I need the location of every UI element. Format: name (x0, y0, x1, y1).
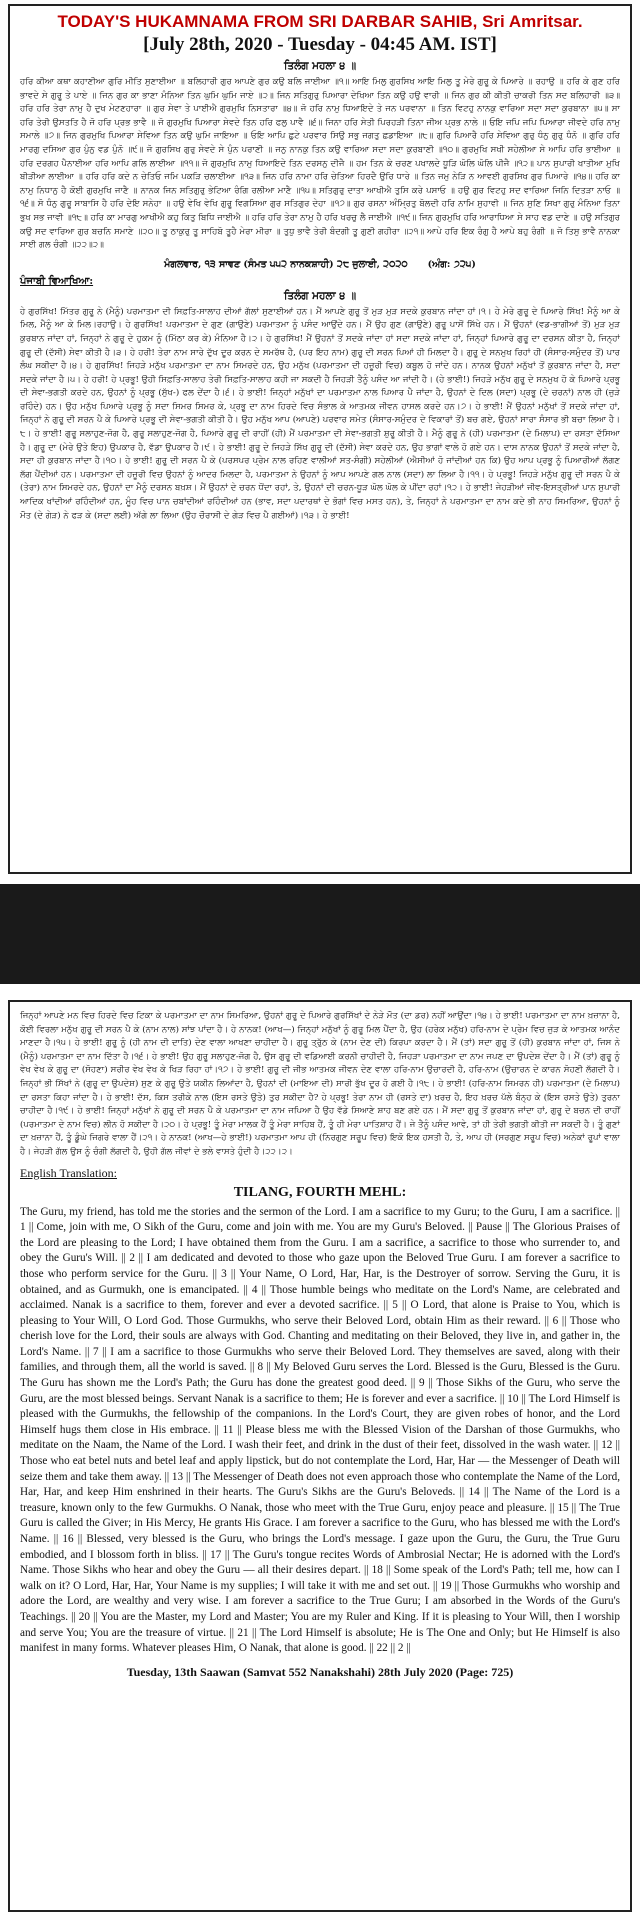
english-text: The Guru, my friend, has told me the stories and the sermon of the Lord. I am a sacrifice to my Guru; to the Guru, I am a sacrifice. || 1 || Come, join with me, O Sikh of the Guru, come and join with me. You are my Guru's Beloved. || Pause || The Glorious Praises of the Lord are pleasing to the Lord; I have obtained them from the Guru. I am a sacrifice, a sacrifice to those who surrender to, and obey the Guru's Will. || 2 || I am dedicated and devoted to those who gaze upon the Beloved True Guru. I am forever a sacrifice to those who perform service for the Guru. || 3 || Your Name, O Lord, Har, Har, is the Destroyer of sorrow. Serving the Guru, it is obtained, and as Gurmukh, one is emancipated. || 4 || Those humble beings who meditate on the Lord's Name, are celebrated and acclaimed. Nanak is a sacrifice to them, forever and ever a devoted sacrifice. || 5 || O Lord, that alone is Praise to You, which is pleasing to Your Will, O Lord God. Those Gurmukhs, who serve their Beloved Lord, obtain Him as their reward. || 6 || Those who cherish love for the Lord, their souls are always with God. Chanting and meditating on their Beloved, they live in, and gather in, the Lord's Name. || 7 || I am a sacrifice to those Gurmukhs who serve their Beloved Lord. They themselves are saved, along with their families, and through them, all the world is saved. || 8 || My Beloved Guru serves the Lord. Blessed is the Guru, Blessed is the Guru. The Guru has shown me the Lord's Path; the Guru has done the greatest good deed. || 9 || Those Sikhs of the Guru, who serve the Guru, are the most blessed beings. Servant Nanak is a sacrifice to them; He is forever and ever a sacrifice. || 10 || The Lord Himself is pleased with the Gurmukhs, the fellowship of the companions. In the Lord's Court, they are given robes of honor, and the Lord Himself hugs them close in His embrace. || 11 || Please bless me with the Blessed Vision of the Darshan of those Gurmukhs, who meditate on the Naam, the Name of the Lord. I wash their feet, and drink in the dust of their feet, dissolved in the wash water. || 12 || Those who eat betel nuts and betel leaf and apply lipstick, but do not contemplate the Lord, Har, Har — the Messenger of Death will seize them and take them away. || 13 || The Messenger of Death does not even approach those who contemplate the Name of the Lord, Har, Har, and keep Him enshrined in their hearts. The Guru's Sikhs are the Guru's Beloveds. || 14 || The Name of the Lord is a treasure, known only to the few Gurmukhs. O Nanak, those who meet with the True Guru, enjoy peace and pleasure. || 15 || The True Guru is called the Giver; in His Mercy, He grants His Grace. I am forever a sacrifice to the Guru, who has blessed me with the Lord's Name. || 16 || Blessed, very blessed is the Guru, who brings the Lord's message. I gaze upon the Guru, the Guru, the True Guru embodied, and I blossom forth in bliss. || 17 || The Guru's tongue recites Words of Ambrosial Nectar; He is adorned with the Lord's Name. Those Sikhs who hear and obey the Guru — all their desires depart. || 18 || Some speak of the Lord's Path; tell me, how can I walk on it? O Lord, Har, Har, Your Name is my supplies; I will take it with me and set out. || 19 || Those Gurmukhs who worship and adore the Lord, are wealthy and very wise. I am forever a sacrifice to the True Guru; I am absorbed in the Words of the Guru's Teachings. || 20 || You are the Master, my Lord and Master; You are my Ruler and King. If it is pleasing to Your Will, then I worship and serve You; You are the treasure of virtue. || 21 || The Lord Himself is absolute; He is The One and Only; but He Himself is also manifest in many forms. Whatever pleases Him, O Nanak, that alone is good. || 22 || 2 || (20, 1205, 620, 1655)
page-subtitle: [July 28th, 2020 - Tuesday - 04:45 AM. IST] (143, 34, 497, 55)
translation-card (8, 1000, 632, 1912)
gurbani-text: ਹਰਿ ਕੀਆ ਕਥਾ ਕਹਾਣੀਆ ਗੁਰਿ ਮੀਤਿ ਸੁਣਾਈਆ ॥ ਬਲਿਹਾਰੀ ਗੁਰ ਆਪਣੇ ਗੁਰ ਕਉ ਬਲਿ ਜਾਈਆ ॥੧॥ ਆਇ ਮਿਲੁ ਗੁਰਸਿਖ ਆਇ ਮਿਲੁ ਤੂ ਮੇਰੇ ਗੁਰੂ ਕੇ ਪਿਆਰੇ ॥ ਰਹਾਉ ॥ ਹਰਿ ਕੇ ਗੁਣ ਹਰਿ ਭਾਵਦੇ ਸੇ ਗੁਰੂ ਤੇ ਪਾਏ ॥ ਜਿਨ ਗੁਰ ਕਾ ਭਾਣਾ ਮੰਨਿਆ ਤਿਨ ਘੁਮਿ ਘੁਮਿ ਜਾਏ ॥੨॥ ਜਿਨ ਸਤਿਗੁਰੁ ਪਿਆਰਾ ਦੇਖਿਆ ਤਿਨ ਕਉ ਹਉ ਵਾਰੀ ॥ ਜਿਨ ਗੁਰ ਕੀ ਕੀਤੀ ਚਾਕਰੀ ਤਿਨ ਸਦ ਬਲਿਹਾਰੀ ॥੩॥ ਹਰਿ ਹਰਿ ਤੇਰਾ ਨਾਮੁ ਹੈ ਦੁਖ ਮੇਟਣਹਾਰਾ ॥ ਗੁਰ ਸੇਵਾ ਤੇ ਪਾਈਐ ਗੁਰਮੁਖਿ ਨਿਸਤਾਰਾ ॥੪॥ ਜੋ ਹਰਿ ਨਾਮੁ ਧਿਆਇਦੇ ਤੇ ਜਨ ਪਰਵਾਨਾ ॥ ਤਿਨ ਵਿਟਹੁ ਨਾਨਕੁ ਵਾਰਿਆ ਸਦਾ ਸਦਾ ਕੁਰਬਾਨਾ ॥੫॥ ਸਾ ਹਰਿ ਤੇਰੀ ਉਸਤਤਿ ਹੈ ਜੋ ਹਰਿ ਪ੍ਰਭ ਭਾਵੈ ॥ ਜੋ ਗੁਰਮੁਖਿ ਪਿਆਰਾ ਸੇਵਦੇ ਤਿਨ ਹਰਿ ਫਲੁ ਪਾਵੈ ॥੬॥ ਜਿਨਾ ਹਰਿ ਸੇਤੀ ਪਿਰਹੜੀ ਤਿਨਾ ਜੀਅ ਪ੍ਰਭ ਨਾਲੇ ॥ ਓਇ ਜਪਿ ਜਪਿ ਪਿਆਰਾ ਜੀਵਦੇ ਹਰਿ ਨਾਮੁ ਸਮਾਲੇ ॥੭॥ ਜਿਨ ਗੁਰਮੁਖਿ ਪਿਆਰਾ ਸੇਵਿਆ ਤਿਨ ਕਉ ਘੁਮਿ ਜਾਇਆ ॥ ਓਇ ਆਪਿ ਛੁਟੇ ਪਰਵਾਰ ਸਿਉ ਸਭੁ ਜਗਤੁ ਛਡਾਇਆ ॥੮॥ ਗੁਰਿ ਪਿਆਰੈ ਹਰਿ ਸੇਵਿਆ ਗੁਰੁ ਧੰਨੁ ਗੁਰੁ ਧੰਨੋ ॥ ਗੁਰਿ ਹਰਿ ਮਾਰਗੁ ਦਸਿਆ ਗੁਰ ਪੁੰਨੁ ਵਡ ਪੁੰਨੋ ॥੯॥ ਜੋ ਗੁਰਸਿਖ ਗੁਰੁ ਸੇਵਦੇ ਸੇ ਪੁੰਨ ਪਰਾਣੀ ॥ ਜਨੁ ਨਾਨਕੁ ਤਿਨ ਕਉ ਵਾਰਿਆ ਸਦਾ ਸਦਾ ਕੁਰਬਾਣੀ ॥੧੦॥ ਗੁਰਮੁਖਿ ਸਖੀ ਸਹੇਲੀਆ ਸੇ ਆਪਿ ਹਰਿ ਭਾਈਆ ॥ ਹਰਿ ਦਰਗਹ ਪੈਨਾਈਆ ਹਰਿ ਆਪਿ ਗਲਿ ਲਾਈਆ ॥੧੧॥ ਜੋ ਗੁਰਮੁਖਿ ਨਾਮੁ ਧਿਆਇਦੇ ਤਿਨ ਦਰਸਨੁ ਦੀਜੈ ॥ ਹਮ ਤਿਨ ਕੇ ਚਰਣ ਪਖਾਲਦੇ ਧੂੜਿ ਘੋਲਿ ਘੋਲਿ ਪੀਜੈ ॥੧੨॥ ਪਾਨ ਸੁਪਾਰੀ ਖਾਤੀਆ ਮੁਖਿ ਬੀੜੀਆ ਲਾਈਆ ॥ ਹਰਿ ਹਰਿ ਕਦੇ ਨ ਚੇਤਿਓ ਜਮਿ ਪਕੜਿ ਚਲਾਈਆ ॥੧੩॥ ਜਿਨ ਹਰਿ ਨਾਮਾ ਹਰਿ ਚੇਤਿਆ ਹਿਰਦੈ ਉਰਿ ਧਾਰੇ ॥ ਤਿਨ ਜਮੁ ਨੇੜਿ ਨ ਆਵਈ ਗੁਰਸਿਖ ਗੁਰ ਪਿਆਰੇ ॥੧੪॥ ਹਰਿ ਕਾ ਨਾਮੁ ਨਿਧਾਨੁ ਹੈ ਕੋਈ ਗੁਰਮੁਖਿ ਜਾਣੈ ॥ ਨਾਨਕ ਜਿਨ ਸਤਿਗੁਰੁ ਭੇਟਿਆ ਰੰਗਿ ਰਲੀਆ ਮਾਣੈ ॥੧੫॥ ਸਤਿਗੁਰੁ ਦਾਤਾ ਆਖੀਐ ਤੁਸਿ ਕਰੇ ਪਸਾਓ ॥ ਹਉ ਗੁਰ ਵਿਟਹੁ ਸਦ ਵਾਰਿਆ ਜਿਨਿ ਦਿਤੜਾ ਨਾਓ ॥੧੬॥ ਸੋ ਧੰਨੁ ਗੁਰੂ ਸਾਬਾਸਿ ਹੈ ਹਰਿ ਦੇਇ ਸਨੇਹਾ ॥ ਹਉ ਵੇਖਿ ਵੇਖਿ ਗੁਰੂ ਵਿਗਸਿਆ ਗੁਰ ਸਤਿਗੁਰ ਦੇਹਾ ॥੧੭॥ ਗੁਰ ਰਸਨਾ ਅੰਮ੍ਰਿਤੁ ਬੋਲਦੀ ਹਰਿ ਨਾਮਿ ਸੁਹਾਵੀ ॥ ਜਿਨ ਸੁਣਿ ਸਿਖਾ ਗੁਰੁ ਮੰਨਿਆ ਤਿਨਾ ਭੁਖ ਸਭ ਜਾਵੀ ॥੧੮॥ ਹਰਿ ਕਾ ਮਾਰਗੁ ਆਖੀਐ ਕਹੁ ਕਿਤੁ ਬਿਧਿ ਜਾਈਐ ॥ ਹਰਿ ਹਰਿ ਤੇਰਾ ਨਾਮੁ ਹੈ ਹਰਿ ਖਰਚੁ ਲੈ ਜਾਈਐ ॥੧੯॥ ਜਿਨ ਗੁਰਮੁਖਿ ਹਰਿ ਆਰਾਧਿਆ ਸੇ ਸਾਹ ਵਡ ਦਾਣੇ ॥ ਹਉ ਸਤਿਗੁਰ ਕਉ ਸਦ ਵਾਰਿਆ ਗੁਰ ਬਚਨਿ ਸਮਾਣੇ ॥੨੦॥ ਤੂ ਠਾਕੁਰੁ ਤੂ ਸਾਹਿਬੋ ਤੂਹੈ ਮੇਰਾ ਮੀਰਾ ॥ ਤੁਧੁ ਭਾਵੈ ਤੇਰੀ ਬੰਦਗੀ ਤੂ ਗੁਣੀ ਗਹੀਰਾ ॥੨੧॥ ਆਪੇ ਹਰਿ ਇਕ ਰੰਗੁ ਹੈ ਆਪੇ ਬਹੁ ਰੰਗੀ ॥ ਜੋ ਤਿਸੁ ਭਾਵੈ ਨਾਨਕਾ ਸਾਈ ਗਲ ਚੰਗੀ ॥੨੨॥੨॥ (20, 77, 620, 251)
gurbani-dateline (20, 259, 620, 270)
gurbani-card (8, 4, 632, 874)
punjabi-text-part2: ਜਿਨ੍ਹਾਂ ਆਪਣੇ ਮਨ ਵਿਚ ਹਿਰਦੇ ਵਿਚ ਟਿਕਾ ਕੇ ਪਰਮਾਤਮਾ ਦਾ ਨਾਮ ਸਿਮਰਿਆ, ਉਹਨਾਂ ਗੁਰੂ ਦੇ ਪਿਆਰੇ ਗੁਰਸਿੱਖਾਂ ਦੇ ਨੇੜੇ ਮੌਤ (ਦਾ ਡਰ) ਨਹੀਂ ਆਉਂਦਾ।੧੪। ਹੇ ਭਾਈ! ਪਰਮਾਤਮਾ ਦਾ ਨਾਮ ਖ਼ਜ਼ਾਨਾ ਹੈ, ਕੋਈ ਵਿਰਲਾ ਮਨੁੱਖ ਗੁਰੂ ਦੀ ਸਰਨ ਪੈ ਕੇ (ਨਾਮ ਨਾਲ) ਸਾਂਝ ਪਾਂਦਾ ਹੈ। ਹੇ ਨਾਨਕ! (ਆਖ—) ਜਿਨ੍ਹਾਂ ਮਨੁੱਖਾਂ ਨੂੰ ਗੁਰੂ ਮਿਲ ਪੈਂਦਾ ਹੈ, ਉਹ (ਹਰੇਕ ਮਨੁੱਖ) ਹਰਿ-ਨਾਮ ਦੇ ਪ੍ਰੇਮ ਵਿਚ ਜੁੜ ਕੇ ਆਤਮਕ ਆਨੰਦ ਮਾਣਦਾ ਹੈ।੧੫। ਹੇ ਭਾਈ! ਗੁਰੂ ਨੂੰ (ਹੀ ਨਾਮ ਦੀ ਦਾਤਿ) ਦੇਣ ਵਾਲਾ ਆਖਣਾ ਚਾਹੀਦਾ ਹੈ। ਗੁਰੂ ਤ੍ਰੁੱਠ ਕੇ (ਨਾਮ ਦੇਣ ਦੀ) ਕਿਰਪਾ ਕਰਦਾ ਹੈ। ਮੈਂ (ਤਾਂ) ਸਦਾ ਗੁਰੂ ਤੋਂ (ਹੀ) ਕੁਰਬਾਨ ਜਾਂਦਾ ਹਾਂ, ਜਿਸ ਨੇ (ਮੈਨੂੰ) ਪਰਮਾਤਮਾ ਦਾ ਨਾਮ ਦਿੱਤਾ ਹੈ।੧੬। ਹੇ ਭਾਈ! ਉਹ ਗੁਰੂ ਸਲਾਹੁਣ-ਜੋਗ ਹੈ, ਉਸ ਗੁਰੂ ਦੀ ਵਡਿਆਈ ਕਰਨੀ ਚਾਹੀਦੀ ਹੈ, ਜਿਹੜਾ ਪਰਮਾਤਮਾ ਦਾ ਨਾਮ ਜਪਣ ਦਾ ਉਪਦੇਸ਼ ਦੇਂਦਾ ਹੈ। ਮੈਂ (ਤਾਂ) ਗੁਰੂ ਨੂੰ ਵੇਖ ਵੇਖ ਕੇ ਗੁਰੂ ਦਾ (ਸੋਹਣਾ) ਸਰੀਰ ਵੇਖ ਵੇਖ ਕੇ ਖਿੜ ਰਿਹਾ ਹਾਂ।੧੭। ਹੇ ਭਾਈ! ਗੁਰੂ ਦੀ ਜੀਭ ਆਤਮਕ ਜੀਵਨ ਦੇਣ ਵਾਲਾ ਹਰਿ-ਨਾਮ ਉਚਾਰਦੀ ਹੈ, ਹਰਿ-ਨਾਮ (ਉਚਾਰਨ ਦੇ ਕਾਰਨ ਸੋਹਣੀ ਲੱਗਦੀ ਹੈ। ਜਿਨ੍ਹਾਂ ਭੀ ਸਿੱਖਾਂ ਨੇ (ਗੁਰੂ ਦਾ ਉਪਦੇਸ਼) ਸੁਣ ਕੇ ਗੁਰੂ ਉਤੇ ਯਕੀਨ ਲਿਆਂਦਾ ਹੈ, ਉਹਨਾਂ ਦੀ (ਮਾਇਆ ਦੀ) ਸਾਰੀ ਭੁੱਖ ਦੂਰ ਹੋ ਗਈ ਹੈ।੧੮। ਹੇ ਭਾਈ! (ਹਰਿ-ਨਾਮ ਸਿਮਰਨ ਹੀ) ਪਰਮਾਤਮਾ (ਦੇ ਮਿਲਾਪ) ਦਾ ਰਸਤਾ ਕਿਹਾ ਜਾਂਦਾ ਹੈ। ਹੇ ਭਾਈ! ਦੱਸ, ਕਿਸ ਤਰੀਕੇ ਨਾਲ (ਇਸ ਰਸਤੇ ਉਤੇ) ਤੁਰ ਸਕੀਦਾ ਹੈ? ਹੇ ਪ੍ਰਭੂ! ਤੇਰਾ ਨਾਮ ਹੀ (ਰਸਤੇ ਦਾ) ਖ਼ਰਚ ਹੈ, ਇਹ ਖ਼ਰਚ ਪੱਲੇ ਬੰਨ੍ਹ ਕੇ (ਇਸ ਰਸਤੇ ਉਤੇ) ਤੁਰਨਾ ਚਾਹੀਦਾ ਹੈ।੧੯। ਹੇ ਭਾਈ! ਜਿਨ੍ਹਾਂ ਮਨੁੱਖਾਂ ਨੇ ਗੁਰੂ ਦੀ ਸਰਨ ਪੈ ਕੇ ਪਰਮਾਤਮਾ ਦਾ ਨਾਮ ਜਪਿਆ ਹੈ ਉਹ ਵੱਡੇ ਸਿਆਣੇ ਸ਼ਾਹ ਬਣ ਗਏ ਹਨ। ਮੈਂ ਸਦਾ ਗੁਰੂ ਤੋਂ ਕੁਰਬਾਨ ਜਾਂਦਾ ਹਾਂ, ਗੁਰੂ ਦੇ ਬਚਨ ਦੀ ਰਾਹੀਂ (ਪਰਮਾਤਮਾ ਦੇ ਨਾਮ ਵਿਚ) ਲੀਨ ਹੋ ਸਕੀਦਾ ਹੈ।੨੦। ਹੇ ਪ੍ਰਭੂ! ਤੂੰ ਮੇਰਾ ਮਾਲਕ ਹੈਂ ਤੂੰ ਮੇਰਾ ਸਾਹਿਬ ਹੈਂ, ਤੂੰ ਹੀ ਮੇਰਾ ਪਾਤਿਸ਼ਾਹ ਹੈਂ। ਜੇ ਤੈਨੂੰ ਪਸੰਦ ਆਵੇ, ਤਾਂ ਹੀ ਤੇਰੀ ਭਗਤੀ ਕੀਤੀ ਜਾ ਸਕਦੀ ਹੈ। ਤੂੰ ਗੁਣਾਂ ਦਾ ਖ਼ਜ਼ਾਨਾ ਹੈਂ, ਤੂੰ ਡੂੰਘੇ ਜਿਗਰੇ ਵਾਲਾ ਹੈਂ।੨੧। ਹੇ ਨਾਨਕ! (ਆਖ—ਹੇ ਭਾਈ!) ਪਰਮਾਤਮਾ ਆਪ ਹੀ (ਨਿਰਗੁਣ ਸਰੂਪ ਵਿਚ) ਇਕੋ ਇਕ ਹਸਤੀ ਹੈ, ਤੇ, ਆਪ ਹੀ (ਸਰਗੁਣ ਸਰੂਪ ਵਿਚ) ਅਨੇਕਾਂ ਰੂਪਾਂ ਵਾਲਾ ਹੈ। ਜੇਹੜੀ ਗੱਲ ਉਸ ਨੂੰ ਚੰਗੀ ਲੱਗਦੀ ਹੈ, ਉਹੀ ਗੱਲ ਜੀਵਾਂ ਦੇ ਭਲੇ ਵਾਸਤੇ ਹੁੰਦੀ ਹੈ।੨੨।੨। (20, 1011, 620, 1157)
gurbani-heading: ਤਿਲੰਗ ਮਹਲਾ ੪ ॥ (283, 60, 357, 72)
dateline-text: ਮੰਗਲਵਾਰ, ੧੩ ਸਾਵਣ (ਸੰਮਤ ੫੫੨ ਨਾਨਕਸ਼ਾਹੀ) ੨੮ ਜੁਲਾਈ, ੨੦੨੦ (164, 258, 408, 270)
punjabi-text-part1: ਹੇ ਗੁਰਸਿੱਖ! ਮਿੱਤਰ ਗੁਰੂ ਨੇ (ਮੈਨੂੰ) ਪਰਮਾਤਮਾ ਦੀ ਸਿਫ਼ਤਿ-ਸਾਲਾਹ ਦੀਆਂ ਗੱਲਾਂ ਸੁਣਾਈਆਂ ਹਨ। ਮੈਂ ਆਪਣੇ ਗੁਰੂ ਤੋਂ ਮੁੜ ਮੁੜ ਸਦਕੇ ਕੁਰਬਾਨ ਜਾਂਦਾ ਹਾਂ।੧। ਹੇ ਮੇਰੇ ਗੁਰੂ ਦੇ ਪਿਆਰੇ ਸਿੱਖ! ਮੈਨੂੰ ਆ ਕੇ ਮਿਲ, ਮੈਨੂੰ ਆ ਕੇ ਮਿਲ।ਰਹਾਉ। ਹੇ ਗੁਰਸਿੱਖ! ਪਰਮਾਤਮਾ ਦੇ ਗੁਣ (ਗਾਉਣੇ) ਪਰਮਾਤਮਾ ਨੂੰ ਪਸੰਦ ਆਉਂਦੇ ਹਨ। ਮੈਂ ਉਹ ਗੁਣ (ਗਾਉਣੇ) ਗੁਰੂ ਪਾਸੋਂ ਸਿੱਖੇ ਹਨ। ਮੈਂ ਉਹਨਾਂ (ਵਡ-ਭਾਗੀਆਂ ਤੋਂ) ਮੁੜ ਮੁੜ ਕੁਰਬਾਨ ਜਾਂਦਾ ਹਾਂ, ਜਿਨ੍ਹਾਂ ਨੇ ਗੁਰੂ ਦੇ ਹੁਕਮ ਨੂੰ (ਮਿੱਠਾ ਕਰ ਕੇ) ਮੰਨਿਆ ਹੈ।੨। ਹੇ ਗੁਰਸਿੱਖ! ਮੈਂ ਉਹਨਾਂ ਤੋਂ ਸਦਕੇ ਜਾਂਦਾ ਹਾਂ ਸਦਾ ਸਦਕੇ ਜਾਂਦਾ ਹਾਂ, ਜਿਨ੍ਹਾਂ ਪਿਆਰੇ ਗੁਰੂ ਦਾ ਦਰਸਨ ਕੀਤਾ ਹੈ, ਜਿਨ੍ਹਾਂ ਗੁਰੂ ਦੀ (ਦੱਸੀ) ਸੇਵਾ ਕੀਤੀ ਹੈ।੩। ਹੇ ਹਰੀ! ਤੇਰਾ ਨਾਮ ਸਾਰੇ ਦੁੱਖ ਦੂਰ ਕਰਨ ਦੇ ਸਮਰੱਥ ਹੈ, (ਪਰ ਇਹ ਨਾਮ) ਗੁਰੂ ਦੀ ਸਰਨ ਪਿਆਂ ਹੀ ਮਿਲਦਾ ਹੈ। ਗੁਰੂ ਦੇ ਸਨਮੁਖ ਰਿਹਾਂ ਹੀ (ਸੰਸਾਰ-ਸਮੁੰਦਰ ਤੋਂ) ਪਾਰ ਲੰਘ ਸਕੀਦਾ ਹੈ।੪। ਹੇ ਗੁਰਸਿੱਖ! ਜਿਹੜੇ ਮਨੁੱਖ ਪਰਮਾਤਮਾ ਦਾ ਨਾਮ ਸਿਮਰਦੇ ਹਨ, ਉਹ ਮਨੁੱਖ (ਪਰਮਾਤਮਾ ਦੀ ਹਜ਼ੂਰੀ ਵਿਚ) ਕਬੂਲ ਹੋ ਜਾਂਦੇ ਹਨ। ਨਾਨਕ ਉਹਨਾਂ ਮਨੁੱਖਾਂ ਤੋਂ ਕੁਰਬਾਨ ਜਾਂਦਾ ਹੈ, ਸਦਾ ਸਦਕੇ ਜਾਂਦਾ ਹੈ।੫। ਹੇ ਹਰੀ! ਹੇ ਪ੍ਰਭੂ! ਉਹੀ ਸਿਫ਼ਤਿ-ਸਾਲਾਹ ਤੇਰੀ ਸਿਫ਼ਤਿ-ਸਾਲਾਹ ਕਹੀ ਜਾ ਸਕਦੀ ਹੈ ਜਿਹੜੀ ਤੈਨੂੰ ਪਸੰਦ ਆ ਜਾਂਦੀ ਹੈ। (ਹੇ ਭਾਈ!) ਜਿਹੜੇ ਮਨੁੱਖ ਗੁਰੂ ਦੇ ਸਨਮੁਖ ਹੋ ਕੇ ਪਿਆਰੇ ਪ੍ਰਭੂ ਦੀ ਸੇਵਾ-ਭਗਤੀ ਕਰਦੇ ਹਨ, ਉਹਨਾਂ ਨੂੰ ਪ੍ਰਭੂ (ਸੁੱਖ-) ਫਲ ਦੇਂਦਾ ਹੈ।੬। ਹੇ ਭਾਈ! ਜਿਨ੍ਹਾਂ ਮਨੁੱਖਾਂ ਦਾ ਪਰਮਾਤਮਾ ਨਾਲ ਪਿਆਰ ਪੈ ਜਾਂਦਾ ਹੈ, ਉਹਨਾਂ ਦੇ ਦਿਲ (ਸਦਾ) ਪ੍ਰਭੂ (ਦੇ ਚਰਨਾਂ) ਨਾਲ ਹੀ (ਜੁੜੇ ਰਹਿੰਦੇ) ਹਨ। ਉਹ ਮਨੁੱਖ ਪਿਆਰੇ ਪ੍ਰਭੂ ਨੂੰ ਸਦਾ ਸਿਮਰ ਸਿਮਰ ਕੇ, ਪ੍ਰਭੂ ਦਾ ਨਾਮ ਹਿਰਦੇ ਵਿਚ ਸੰਭਾਲ ਕੇ ਆਤਮਕ ਜੀਵਨ ਹਾਸਲ ਕਰਦੇ ਹਨ।੭। ਹੇ ਭਾਈ! ਮੈਂ ਉਹਨਾਂ ਮਨੁੱਖਾਂ ਤੋਂ ਸਦਕੇ ਜਾਂਦਾ ਹਾਂ, ਜਿਨ੍ਹਾਂ ਨੇ ਗੁਰੂ ਦੀ ਸਰਨ ਪੈ ਕੇ ਪਿਆਰੇ ਪ੍ਰਭੂ ਦੀ ਸੇਵਾ-ਭਗਤੀ ਕੀਤੀ ਹੈ। ਉਹ ਮਨੁੱਖ ਆਪ (ਆਪਣੇ) ਪਰਵਾਰ ਸਮੇਤ (ਸੰਸਾਰ-ਸਮੁੰਦਰ ਦੇ ਵਿਕਾਰਾਂ ਤੋਂ) ਬਚ ਗਏ, ਉਹਨਾਂ ਸਾਰਾ ਸੰਸਾਰ ਭੀ ਬਚਾ ਲਿਆ ਹੈ।੮। ਹੇ ਭਾਈ! ਗੁਰੂ ਸਲਾਹੁਣ-ਜੋਗ ਹੈ, ਗੁਰੂ ਸਲਾਹੁਣ-ਜੋਗ ਹੈ, ਪਿਆਰੇ ਗੁਰੂ ਦੀ ਰਾਹੀਂ (ਹੀ) ਮੈਂ ਪਰਮਾਤਮਾ ਦੀ ਸੇਵਾ-ਭਗਤੀ ਸ਼ੁਰੂ ਕੀਤੀ ਹੈ। ਮੈਨੂੰ ਗੁਰੂ ਨੇ (ਹੀ) ਪਰਮਾਤਮਾ (ਦੇ ਮਿਲਾਪ) ਦਾ ਰਸਤਾ ਦੱਸਿਆ ਹੈ। ਗੁਰੂ ਦਾ (ਮੇਰੇ ਉਤੇ ਇਹ) ਉਪਕਾਰ ਹੈ, ਵੱਡਾ ਉਪਕਾਰ ਹੈ।੯। ਹੇ ਭਾਈ! ਗੁਰੂ ਦੇ ਜਿਹੜੇ ਸਿੱਖ ਗੁਰੂ ਦੀ (ਦੱਸੀ) ਸੇਵਾ ਕਰਦੇ ਹਨ, ਉਹ ਭਾਗਾਂ ਵਾਲੇ ਹੋ ਗਏ ਹਨ। ਦਾਸ ਨਾਨਕ ਉਹਨਾਂ ਤੋਂ ਸਦਕੇ ਜਾਂਦਾ ਹੈ, ਸਦਾ ਹੀ ਕੁਰਬਾਨ ਜਾਂਦਾ ਹੈ।੧੦। ਹੇ ਭਾਈ! ਗੁਰੂ ਦੀ ਸਰਨ ਪੈ ਕੇ (ਪਰਸਪਰ ਪ੍ਰੇਮ ਨਾਲ ਰਹਿਣ ਵਾਲੀਆਂ ਸਤ-ਸੰਗੀ) ਸਹੇਲੀਆਂ (ਐਸੀਆਂ ਹੋ ਜਾਂਦੀਆਂ ਹਨ ਕਿ) ਉਹ ਆਪ ਪ੍ਰਭੂ ਨੂੰ ਪਿਆਰੀਆਂ ਲੱਗਣ ਲੱਗ ਪੈਂਦੀਆਂ ਹਨ। ਪਰਮਾਤਮਾ ਦੀ ਹਜ਼ੂਰੀ ਵਿਚ ਉਹਨਾਂ ਨੂੰ ਆਦਰ ਮਿਲਦਾ ਹੈ, ਪਰਮਾਤਮਾ ਨੇ ਉਹਨਾਂ ਨੂੰ ਆਪ ਆਪਣੇ ਗਲ ਨਾਲ (ਸਦਾ) ਲਾ ਲਿਆ ਹੈ।੧੧। ਹੇ ਪ੍ਰਭੂ! ਜਿਹੜੇ ਮਨੁੱਖ ਗੁਰੂ ਦੀ ਸਰਨ ਪੈ ਕੇ (ਤੇਰਾ) ਨਾਮ ਸਿਮਰਦੇ ਹਨ, ਉਹਨਾਂ ਦਾ ਮੈਨੂੰ ਦਰਸਨ ਬਖ਼ਸ਼। ਮੈਂ ਉਹਨਾਂ ਦੇ ਚਰਨ ਧੋਂਦਾ ਰਹਾਂ, ਤੇ, ਉਹਨਾਂ ਦੀ ਚਰਨ-ਧੂੜ ਘੋਲ ਘੋਲ ਕੇ ਪੀਂਦਾ ਰਹਾਂ।੧੨। ਹੇ ਭਾਈ! ਜੇਹੜੀਆਂ ਜੀਵ-ਇਸਤ੍ਰੀਆਂ ਪਾਨ ਸੁਪਾਰੀ ਆਦਿਕ ਖਾਂਦੀਆਂ ਰਹਿੰਦੀਆਂ ਹਨ, ਮੂੰਹ ਵਿਚ ਪਾਨ ਚਬਾਂਦੀਆਂ ਰਹਿੰਦੀਆਂ ਹਨ (ਭਾਵ, ਸਦਾ ਪਦਾਰਥਾਂ ਦੇ ਭੋਗਾਂ ਵਿਚ ਮਸਤ ਹਨ), ਤੇ, ਜਿਨ੍ਹਾਂ ਨੇ ਪਰਮਾਤਮਾ ਦਾ ਨਾਮ ਕਦੇ ਭੀ ਨਾਹ ਸਿਮਰਿਆ, ਉਹਨਾਂ ਨੂੰ ਮੌਤ (ਦੇ ਗੇੜ) ਨੇ ਫੜ ਕੇ (ਸਦਾ ਲਈ) ਅੱਗੇ ਲਾ ਲਿਆ (ਉਹ ਚੌਰਾਸੀ ਦੇ ਗੇੜ ਵਿਚ ਪੈ ਗਈਆਂ)।੧੩। ਹੇ ਭਾਈ! (20, 306, 620, 521)
english-footer: Tuesday, 13th Saawan (Samvat 552 Nanakshahi) 28th July 2020 (Page: 725) (126, 1664, 514, 1679)
english-label: English Translation: (20, 1165, 118, 1180)
punjabi-heading: ਤਿਲੰਗ ਮਹਲਾ ੪ ॥ (283, 289, 357, 302)
section-divider (0, 884, 640, 984)
page-title: TODAY'S HUKAMNAMA FROM SRI DARBAR SAHIB, Sri Amritsar. (57, 12, 583, 31)
page-number: (ਅੰਗ: ੭੨੫) (427, 258, 476, 270)
english-heading: TILANG, FOURTH MEHL: (233, 1184, 407, 1200)
punjabi-label: ਪੰਜਾਬੀ ਵਿਆਖਿਆ: (20, 275, 94, 287)
